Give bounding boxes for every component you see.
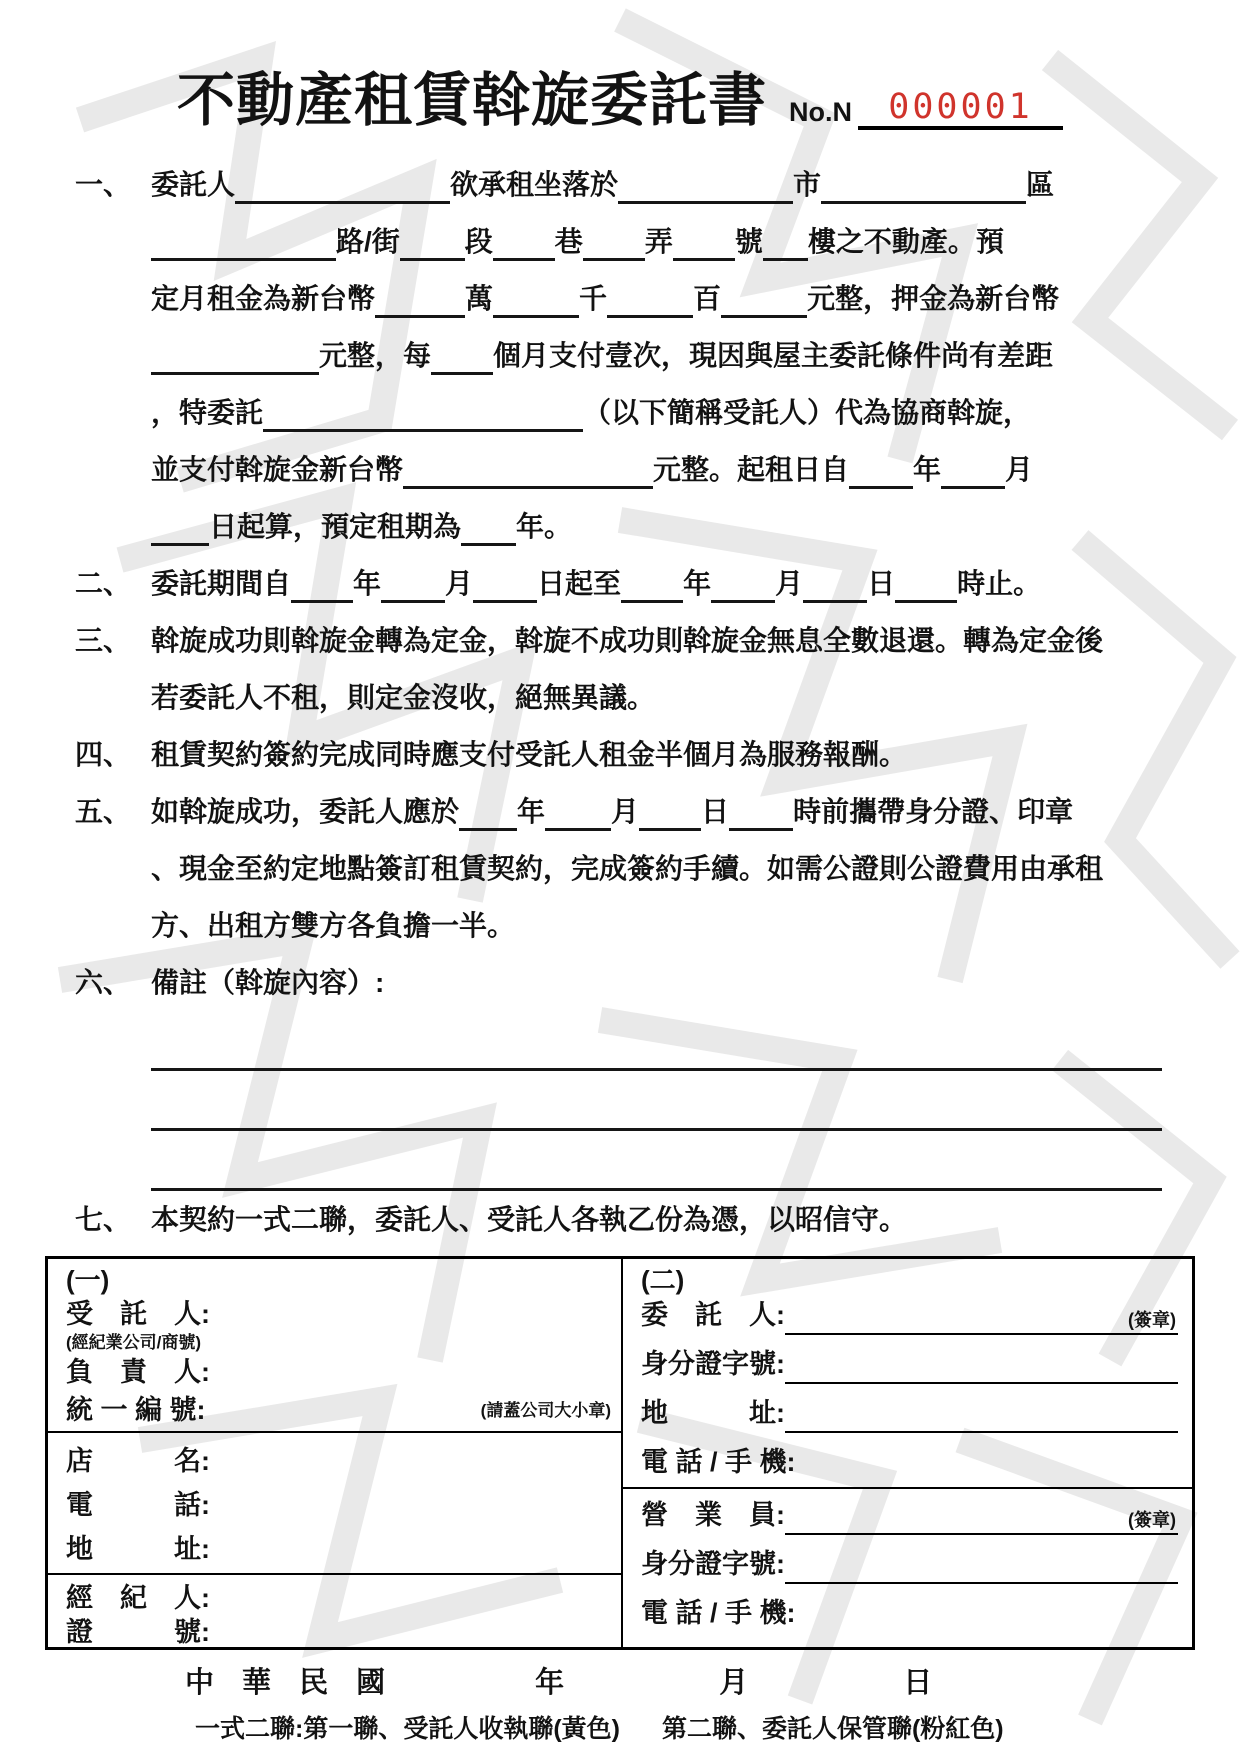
clause-text: 年 — [683, 568, 712, 599]
blank-field[interactable] — [493, 220, 555, 261]
clause-number: 二、 — [75, 568, 132, 599]
clause-text: 定月租金為新台幣 — [151, 283, 376, 314]
clause-text: 租賃契約簽約完成同時應支付受託人租金半個月為服務報酬。 — [151, 739, 908, 770]
blank-field[interactable] — [618, 163, 793, 204]
company-stamp-note: (請蓋公司大小章) — [480, 1401, 611, 1420]
client-id-field[interactable] — [785, 1348, 1178, 1384]
blank-field[interactable] — [711, 562, 775, 603]
trustee-label[interactable]: 受 託 人: — [66, 1299, 210, 1329]
blank-field[interactable] — [375, 277, 465, 318]
copy-two-header: (二) — [641, 1265, 685, 1295]
clause-number: 三、 — [75, 625, 132, 656]
client-cell — [623, 1259, 1192, 1647]
clause-text: 個月支付壹次，現因與屋主委託條件尚有差距 — [493, 340, 1054, 371]
clause — [75, 156, 1162, 555]
broker-label[interactable]: 經 紀 人: — [66, 1583, 210, 1613]
clause-text: 日 — [867, 568, 896, 599]
clause — [75, 783, 1162, 954]
notes-rule-line[interactable] — [151, 1071, 1162, 1131]
month-label: 月 — [719, 1667, 749, 1699]
copies-note-part1: 一式二聯:第一聯、受託人收執聯(黃色) — [195, 1715, 620, 1743]
agent-row — [641, 1495, 1178, 1535]
day-label: 日 — [903, 1667, 933, 1699]
blank-field[interactable] — [461, 505, 516, 546]
client-address-field[interactable] — [785, 1397, 1178, 1433]
copy-one-header: (一) — [66, 1265, 110, 1295]
principal-label[interactable]: 負 責 人: — [66, 1357, 210, 1387]
blank-field[interactable] — [291, 562, 353, 603]
agent-label: 營 業 員: — [641, 1500, 785, 1530]
client-sign-note: (簽章) — [1128, 1310, 1176, 1330]
serial-underline — [858, 87, 1063, 130]
broker-section — [48, 1575, 621, 1653]
blank-field[interactable] — [849, 448, 913, 489]
era-label: 中 華 民 國 — [185, 1667, 396, 1699]
blank-field[interactable] — [151, 334, 319, 375]
blank-field[interactable] — [403, 448, 653, 489]
client-label: 委 託 人: — [641, 1300, 785, 1330]
client-signature-field[interactable] — [785, 1299, 1178, 1335]
clause-text: （以下簡稱受託人）代為協商斡旋， — [583, 397, 1032, 428]
signature-table — [45, 1256, 1195, 1650]
clause-text: 巷 — [554, 226, 583, 257]
clause-number: 五、 — [75, 796, 132, 827]
clause-text: 時止。 — [957, 568, 1042, 599]
page-title: 不動產租賃斡旋委託書 — [176, 68, 767, 133]
client-address-row — [641, 1393, 1178, 1433]
copies-note — [0, 1709, 1240, 1745]
clause-text: 年 — [517, 796, 546, 827]
clause-text: 月 — [445, 568, 474, 599]
agent-tel-label[interactable]: 電 話 / 手 機: — [641, 1598, 796, 1628]
clause-number: 四、 — [75, 739, 132, 770]
clause-text: 本契約一式二聯，委託人、受託人各執乙份為憑，以昭信守。 — [151, 1204, 908, 1235]
blank-field[interactable] — [151, 220, 336, 261]
agent-id-label: 身分證字號: — [641, 1549, 785, 1579]
clause-text: 年。 — [516, 511, 573, 542]
agent-sign-note: (簽章) — [1128, 1510, 1176, 1530]
clause-text: 月 — [611, 796, 640, 827]
blank-field[interactable] — [473, 562, 537, 603]
blank-field[interactable] — [621, 562, 683, 603]
clause — [75, 726, 1162, 783]
blank-field[interactable] — [545, 790, 611, 831]
clause-text: 若委託人不租，則定金沒收，絕無異議。 — [151, 682, 656, 713]
trustee-sublabel: (經紀業公司/商號) — [66, 1333, 202, 1352]
agent-id-row — [641, 1544, 1178, 1584]
client-section — [623, 1259, 1192, 1489]
clause-text: 萬 — [465, 283, 494, 314]
document-header — [0, 52, 1240, 133]
clause-text: 年 — [353, 568, 382, 599]
clause-text: 段 — [464, 226, 493, 257]
clause-text: 百 — [693, 283, 722, 314]
clause-text: 日 — [701, 796, 730, 827]
blank-field[interactable] — [431, 334, 493, 375]
clause-text: 備註（斡旋內容）: — [151, 967, 385, 998]
serial-label: No.N — [789, 97, 852, 128]
clause-text: 號 — [734, 226, 763, 257]
clauses — [75, 156, 1162, 1248]
clause-text: 弄 — [644, 226, 673, 257]
blank-field[interactable] — [821, 163, 1026, 204]
clause — [75, 555, 1162, 612]
blank-field[interactable] — [493, 277, 579, 318]
blank-field[interactable] — [639, 790, 701, 831]
blank-field[interactable] — [721, 277, 807, 318]
clause-number: 七、 — [75, 1204, 132, 1235]
trustee-cell — [48, 1259, 623, 1647]
tax-id-label[interactable]: 統 一 編 號: — [66, 1395, 206, 1425]
serial-number: 000001 — [888, 87, 1033, 127]
clause-number: 六、 — [75, 967, 132, 998]
clause-number: 一、 — [75, 169, 132, 200]
clause-text: 路/街 — [336, 226, 400, 257]
blank-field[interactable] — [263, 391, 583, 432]
year-label: 年 — [535, 1667, 565, 1699]
notes-rule-line[interactable] — [151, 1011, 1162, 1071]
clause-text: 、現金至約定地點簽訂租賃契約，完成簽約手續。如需公證則公證費用由承租 — [151, 853, 1104, 884]
clause-text: 日起至 — [537, 568, 622, 599]
agent-signature-field[interactable] — [785, 1499, 1178, 1535]
clause-text: 欲承租坐落於 — [450, 169, 619, 200]
clause-text: 樓之不動產。預 — [807, 226, 1004, 257]
client-row — [641, 1295, 1178, 1335]
client-address-label: 地 址: — [641, 1398, 785, 1428]
blank-field[interactable] — [235, 163, 450, 204]
clause-text: 元整，押金為新台幣 — [807, 283, 1060, 314]
blank-field[interactable] — [763, 220, 808, 261]
clause — [75, 1191, 1162, 1248]
clause — [75, 612, 1162, 726]
blank-field[interactable] — [803, 562, 867, 603]
clause-text: 元整，每 — [319, 340, 432, 371]
clause-text: 月 — [775, 568, 804, 599]
notes-rule-line[interactable] — [151, 1131, 1162, 1191]
blank-field[interactable] — [400, 220, 465, 261]
agent-section — [623, 1489, 1192, 1647]
clause-text: 委託期間自 — [151, 568, 292, 599]
date-line — [0, 1660, 1240, 1701]
clause-text: 日起算，預定租期為 — [209, 511, 462, 542]
client-id-label: 身分證字號: — [641, 1349, 785, 1379]
client-id-row — [641, 1344, 1178, 1384]
copies-note-part2: 第二聯、委託人保管聯(粉紅色) — [661, 1715, 1004, 1743]
clause-text: 如斡旋成功，委託人應於 — [151, 796, 460, 827]
broker-cert-label[interactable]: 證 號: — [66, 1617, 210, 1647]
store-name-label[interactable]: 店 名: — [66, 1446, 210, 1476]
store-phone-label[interactable]: 電 話: — [66, 1490, 210, 1520]
blank-field[interactable] — [151, 505, 209, 546]
blank-field[interactable] — [381, 562, 445, 603]
clause — [75, 954, 1162, 1191]
clause-text: 斡旋成功則斡旋金轉為定金，斡旋不成功則斡旋金無息全數退還。轉為定金後 — [151, 625, 1104, 656]
store-address-label[interactable]: 地 址: — [66, 1534, 210, 1564]
client-tel-label[interactable]: 電 話 / 手 機: — [641, 1447, 796, 1477]
clause-text: ，特委託 — [151, 397, 264, 428]
client-tel-row — [641, 1442, 1178, 1482]
blank-field[interactable] — [941, 448, 1005, 489]
blank-field[interactable] — [607, 277, 693, 318]
agent-tel-row — [641, 1593, 1178, 1633]
clause-text: 方、出租方雙方各負擔一半。 — [151, 910, 516, 941]
clause-text: 市 — [793, 169, 822, 200]
store-section — [48, 1433, 621, 1575]
blank-field[interactable] — [729, 790, 793, 831]
clause-text: 委託人 — [151, 169, 236, 200]
clause-text: 時前攜帶身分證、印章 — [793, 796, 1074, 827]
blank-field[interactable] — [583, 220, 645, 261]
blank-field[interactable] — [459, 790, 517, 831]
blank-field[interactable] — [673, 220, 735, 261]
clause-text: 並支付斡旋金新台幣 — [151, 454, 404, 485]
clause-text: 千 — [579, 283, 608, 314]
clause-text: 月 — [1005, 454, 1034, 485]
clause-text: 元整。起租日自 — [653, 454, 850, 485]
agent-id-field[interactable] — [785, 1548, 1178, 1584]
clause-text: 區 — [1026, 169, 1055, 200]
blank-field[interactable] — [895, 562, 957, 603]
trustee-company-section — [48, 1259, 621, 1433]
clause-text: 年 — [913, 454, 942, 485]
